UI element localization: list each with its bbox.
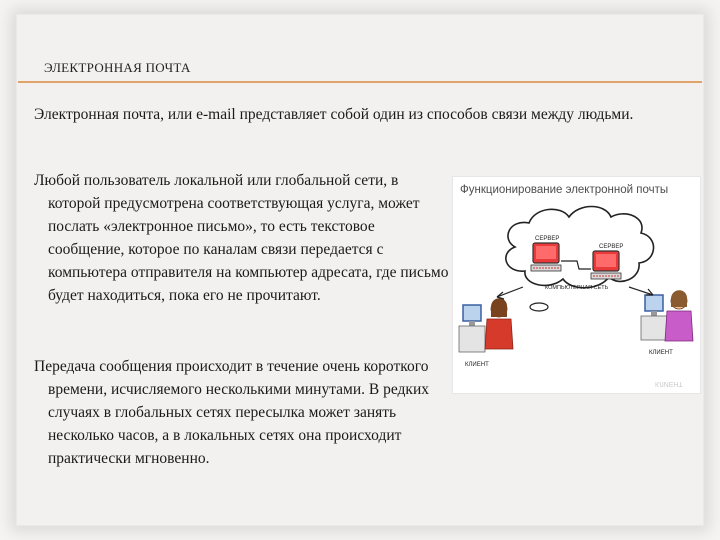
client-right-icon <box>641 290 693 341</box>
diagram-title: Функционирование электронной почты <box>460 184 669 196</box>
client-left-icon <box>459 298 513 352</box>
arrow-to-left-client <box>497 287 523 297</box>
slide-title: ЭЛЕКТРОННАЯ ПОЧТА <box>44 60 191 75</box>
server-right-label: СЕРВЕР <box>599 244 624 250</box>
network-cloud <box>506 207 654 288</box>
cable-loop <box>530 303 548 311</box>
reflection-label: КЛИЕНТ <box>655 380 683 387</box>
paragraph-intro: Электронная почта, или e-mail представляет собой один из способов связи между людьми. <box>34 106 634 123</box>
server-right-icon <box>591 251 621 279</box>
email-diagram <box>452 176 701 394</box>
server-left-label: СЕРВЕР <box>535 236 560 242</box>
network-label: КОМПЬЮТЕРНАЯ СЕТЬ <box>545 285 609 291</box>
diagram-illustration <box>453 177 700 393</box>
title-underline <box>18 81 702 83</box>
paragraph-sending: Любой пользователь локальной или глобальной сети, в которой предусмотрена соответствующая услуга, может послать «электронное письмо», то есть текстовое сообщение, которое по каналам связи передается с компьютера отправителя на компьютер адресата, где письмо будет находиться, пока его не прочитают. <box>34 172 449 304</box>
client-right-label: КЛИЕНТ <box>649 350 673 356</box>
client-left-label: КЛИЕНТ <box>465 362 489 368</box>
paragraph-timing: Передача сообщения происходит в течение очень короткого времени, исчисляемого несколькими минутами. В редких случаях в глобальных сетях пересылка может занять несколько часов, а в локальных сетях она происходит практически мгновенно. <box>34 358 429 467</box>
server-left-icon <box>531 243 561 271</box>
